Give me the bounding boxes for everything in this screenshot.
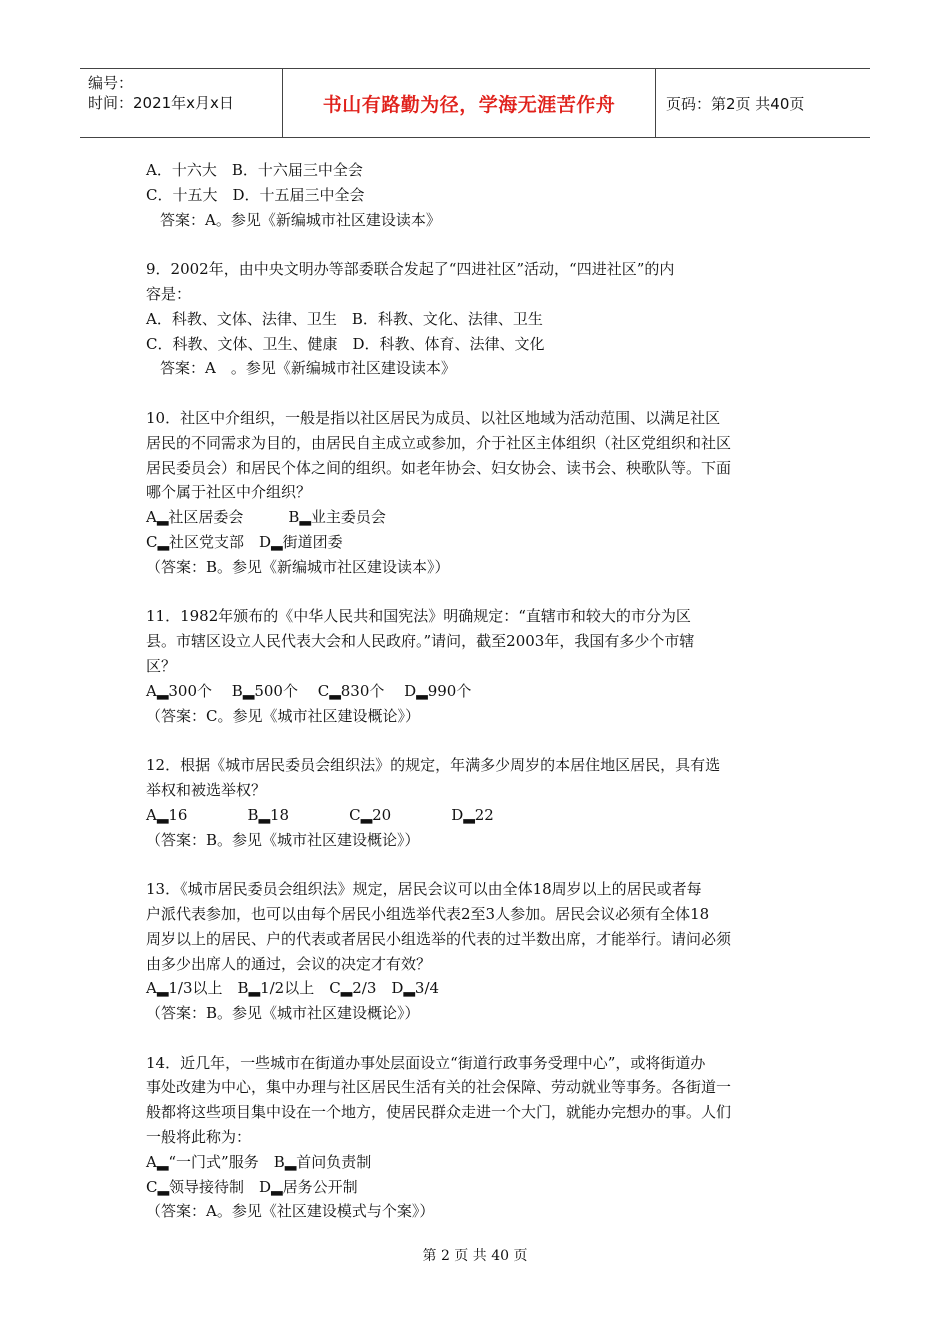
- answer-line: （答案：B。参见《城市社区建设概论》）: [146, 1004, 420, 1023]
- question-line: 一般将此称为：: [146, 1128, 252, 1147]
- question-line: C▂领导接待制 D▂居务公开制: [146, 1177, 358, 1196]
- question-block: [146, 1051, 814, 1225]
- question-line: C．科教、文体、卫生、健康 D．科教、体育、法律、文化: [146, 334, 545, 353]
- question-line: 事处改建为中心，集中办理与社区居民生活有关的社会保障、劳动就业等事务。各街道一: [146, 1078, 732, 1097]
- header-number-label: 编号：: [88, 74, 134, 92]
- question-line: A▂1/3以上 B▂1/2以上 C▂2/3 D▂3/4: [146, 979, 440, 998]
- question-line: 10．社区中介组织，一般是指以社区居民为成员、以社区地域为活动范围、以满足社区: [146, 408, 721, 427]
- question-line: 11．1982年颁布的《中华人民共和国宪法》明确规定：“直辖市和较大的市分为区: [146, 607, 691, 626]
- question-line: A▂300个 B▂500个 C▂830个 D▂990个: [146, 681, 472, 700]
- header-page-label: 页码：第2页 共40页: [666, 94, 805, 113]
- answer-line: （答案：C。参见《城市社区建设概论》）: [146, 706, 420, 725]
- question-block: [146, 877, 814, 1026]
- question-block: [146, 257, 814, 381]
- question-line: 哪个属于社区中介组织？: [146, 483, 312, 502]
- header-motto: 书山有路勤为径，学海无涯苦作舟: [322, 93, 616, 116]
- answer-line: （答案：A。参见《社区建设模式与个案》）: [146, 1202, 435, 1221]
- question-block: [146, 753, 814, 852]
- question-block: [146, 604, 814, 728]
- page-footer: 第 2 页 共 40 页: [422, 1248, 528, 1264]
- question-line: 13．《城市居民委员会组织法》规定，居民会议可以由全体18周岁以上的居民或者每: [146, 880, 702, 899]
- question-block: [146, 406, 814, 580]
- question-line: C．十五大 D．十五届三中全会: [146, 185, 365, 204]
- question-line: 9．2002年，由中央文明办等部委联合发起了“四进社区”活动，“四进社区”的内: [146, 260, 675, 279]
- header-page-cell: [656, 69, 870, 137]
- question-line: 容是：: [146, 284, 192, 303]
- question-line: 居民的不同需求为目的，由居民自主成立或参加，介于社区主体组织（社区党组织和社区: [146, 433, 732, 452]
- question-line: 由多少出席人的通过，会议的决定才有效？: [146, 954, 432, 973]
- question-line: C▂社区党支部 D▂街道团委: [146, 532, 343, 551]
- question-line: A▂“一门式”服务 B▂首问负责制: [146, 1152, 372, 1171]
- answer-line: 答案：A。参见《新编城市社区建设读本》: [160, 210, 441, 229]
- question-block: [146, 158, 814, 232]
- header-motto-cell: [283, 69, 656, 137]
- question-line: A．十六大 B．十六届三中全会: [146, 161, 363, 179]
- question-line: 举权和被选举权？: [146, 780, 267, 799]
- question-line: A▂16 B▂18 C▂20 D▂22: [146, 805, 494, 824]
- question-line: 14．近几年，一些城市在街道办事处层面设立“街道行政事务受理中心”，或将街道办: [146, 1053, 706, 1072]
- question-line: A．科教、文体、法律、卫生 B．科教、文化、法律、卫生: [146, 309, 543, 328]
- question-line: 周岁以上的居民、户的代表或者居民小组选举的代表的过半数出席，才能举行。请问必须: [146, 929, 732, 948]
- question-line: 般都将这些项目集中设在一个地方，使居民群众走进一个大门，就能办完想办的事。人们: [146, 1103, 732, 1122]
- header-time-label: 时间：2021年x月x日: [88, 94, 234, 112]
- question-line: 县。市辖区设立人民代表大会和人民政府。”请问，截至2003年，我国有多少个市辖: [146, 632, 695, 651]
- question-list: [146, 158, 814, 1249]
- question-line: 居民委员会）和居民个体之间的组织。如老年协会、妇女协会、读书会、秧歌队等。下面: [146, 458, 732, 477]
- question-line: A▂社区居委会 B▂业主委员会: [146, 508, 386, 527]
- question-line: 区？: [146, 656, 177, 675]
- question-line: 12．根据《城市居民委员会组织法》的规定，年满多少周岁的本居住地区居民，具有选: [146, 756, 721, 775]
- answer-line: 答案：A 。参见《新编城市社区建设读本》: [160, 359, 456, 378]
- header-meta: [80, 69, 283, 137]
- question-line: 户派代表参加，也可以由每个居民小组选举代表2至3人参加。居民会议必须有全体18: [146, 904, 710, 923]
- page-header: [80, 68, 870, 138]
- answer-line: （答案：B。参见《城市社区建设概论》）: [146, 830, 420, 849]
- answer-line: （答案：B。参见《新编城市社区建设读本》）: [146, 557, 450, 576]
